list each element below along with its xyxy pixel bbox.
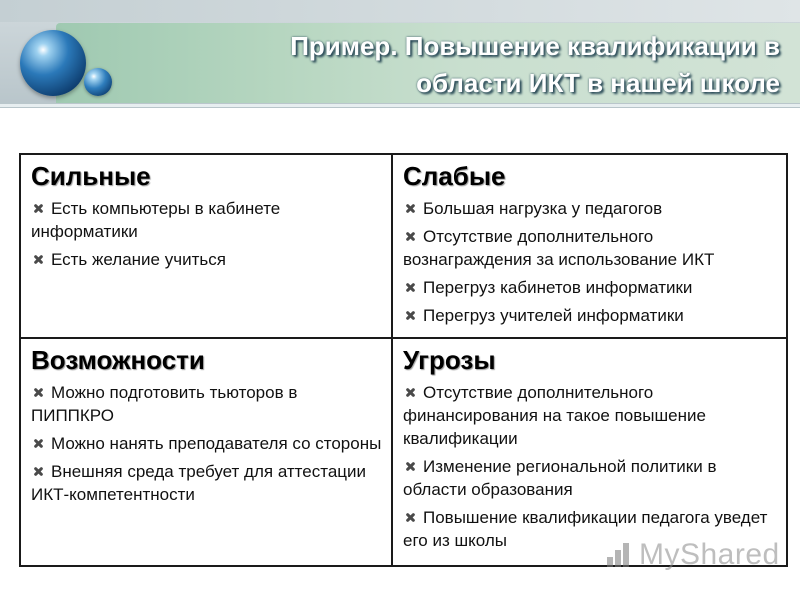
list-item: Отсутствие дополнительного финансирования на такое повышение квалификации <box>403 383 706 448</box>
threats-heading: Угрозы <box>403 345 496 375</box>
slide-title <box>100 28 780 102</box>
globe-icon <box>20 30 86 96</box>
bullet-icon <box>32 202 45 215</box>
bullet-icon <box>32 437 45 450</box>
bullet-icon <box>404 511 417 524</box>
opportunities-heading: Возможности <box>31 345 205 375</box>
header-divider <box>0 104 800 107</box>
list-item: Изменение региональной политики в области образования <box>403 457 717 499</box>
bullet-icon <box>404 230 417 243</box>
swot-cell-weaknesses <box>393 155 786 339</box>
slide-title-line-1: Пример. Повышение квалификации в <box>290 31 780 61</box>
list-item: Можно нанять преподавателя со стороны <box>31 432 383 455</box>
list-item: Есть желание учиться <box>31 248 383 271</box>
list-item: Есть компьютеры в кабинете информатики <box>31 199 281 241</box>
list-item: Перегруз учителей информатики <box>403 304 778 327</box>
strengths-list <box>31 197 383 271</box>
bullet-icon <box>404 309 417 322</box>
list-item: Внешняя среда требует для аттестации ИКТ-компетентности <box>31 462 367 504</box>
slide-header <box>0 0 800 108</box>
weaknesses-list <box>403 197 778 327</box>
bullet-icon <box>32 465 45 478</box>
bullet-icon <box>32 253 45 266</box>
header-top-strip <box>0 0 800 22</box>
bullet-icon <box>32 386 45 399</box>
list-item: Перегруз кабинетов информатики <box>403 276 778 299</box>
list-item: Можно подготовить тьюторов в ПИППКРО <box>31 383 298 425</box>
strengths-heading: Сильные <box>31 161 151 191</box>
swot-cell-threats <box>393 339 786 565</box>
slide-title-line-2: области ИКТ в нашей школе <box>416 68 780 98</box>
swot-cell-strengths <box>21 155 393 339</box>
threats-list <box>403 381 778 552</box>
opportunities-list <box>31 381 383 506</box>
swot-table <box>19 153 788 567</box>
list-item: Большая нагрузка у педагогов <box>403 197 778 220</box>
bullet-icon <box>404 202 417 215</box>
list-item: Повышение квалификации педагога уведет его из школы <box>403 508 768 550</box>
watermark-text: MyShared <box>639 538 780 571</box>
list-item: Отсутствие дополнительного вознаграждения за использование ИКТ <box>403 227 715 269</box>
bullet-icon <box>404 281 417 294</box>
bar-chart-icon <box>605 541 633 569</box>
bullet-icon <box>404 386 417 399</box>
bullet-icon <box>404 460 417 473</box>
watermark <box>605 535 780 575</box>
weaknesses-heading: Слабые <box>403 161 506 191</box>
swot-cell-opportunities <box>21 339 393 565</box>
